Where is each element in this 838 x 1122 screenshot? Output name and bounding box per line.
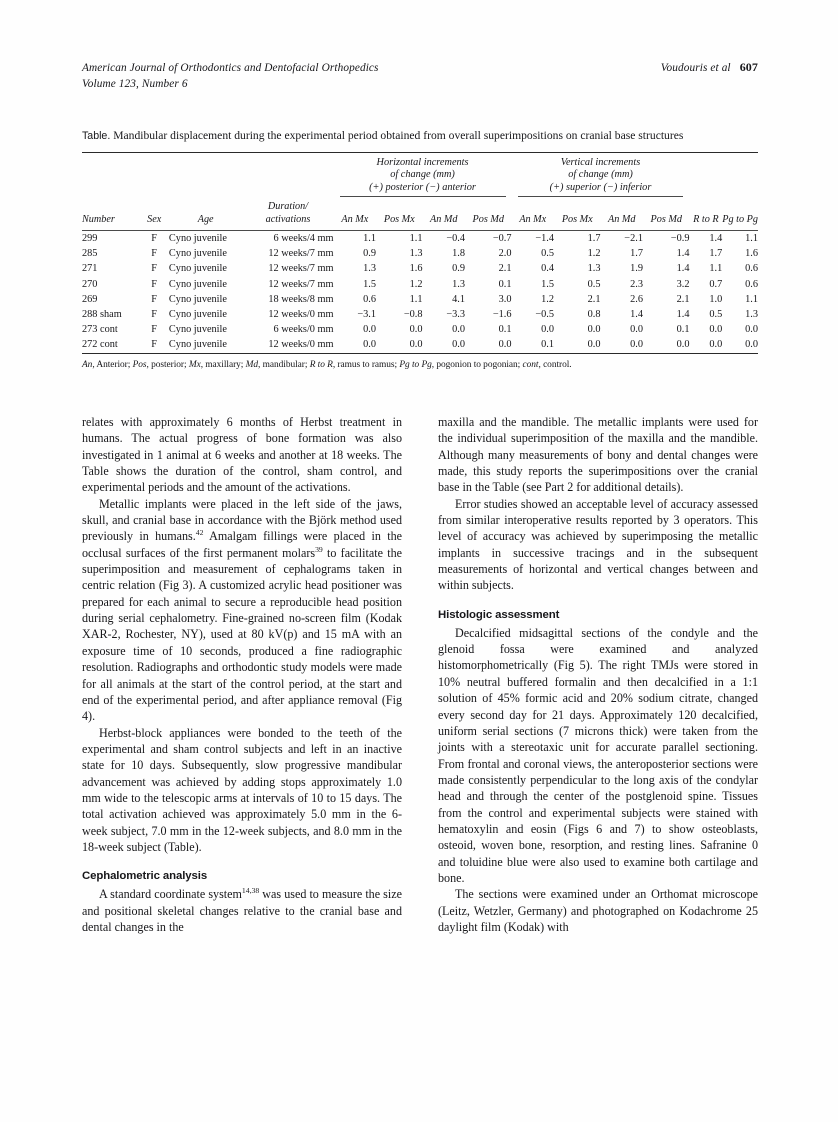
cell-v-pos-mx: 0.0	[554, 337, 600, 353]
cell-v-pos-md: 2.1	[676, 293, 690, 305]
cell-duration: 12 weeks/0 mm	[268, 309, 334, 321]
heading-cephalometric-analysis: Cephalometric analysis	[82, 870, 208, 883]
cell-v-an-mx: 0.0	[541, 324, 554, 336]
cell-r-to-r: 1.7	[709, 248, 723, 260]
cell-pg-to-pg: 1.1	[745, 293, 758, 305]
cell-pg-to-pg: 1.1	[722, 231, 758, 247]
para4-part-b: was used to measure the size and positional skeletal changes relative to the cranial base and dental changes in the	[82, 887, 402, 934]
para4-part-a: A standard coordinate system	[99, 887, 242, 902]
footnote-definition: , ramus to ramus;	[332, 359, 400, 370]
paragraph-decalcified-sections: Decalcified midsagittal sections of the condyle and the glenoid fossa were examined and analyzed histomorphometrically (Fig 5). The right TMJs were stored in 10% neutral buffered formalin and then decalcified in a 1:1 solution of 45% formic acid and 20% sodium citrate, changed every second day for 21 days. Approximately 120 decalcified, uniform serial sections (7 microns thick) were taken from the joints with a stereotaxic unit for accurate parallel sectioning. From frontal and coronal views, the anteroposterior sections were made consistently perpendicular to the long axis of the condylar head and through the center of the postglenoid spine. Tissues from the control and experimental subjects were stained with hematoxylin and eosin (Figs 6 and 7) to show osteoblasts, osteoid, woven bone, resorption, and resting lines. Safranine 0 and toluidine blue were also used to examine both cartilage and bone.	[438, 625, 758, 885]
cell-age: Cyno juvenile	[168, 293, 227, 305]
running-head	[82, 60, 758, 92]
cell-age: Cyno juvenile	[168, 263, 227, 275]
cell-sex: F	[151, 278, 158, 290]
cell-v-an-md: 1.4	[630, 309, 643, 321]
cell-h-pos-mx: 1.6	[409, 263, 423, 275]
cell-duration: 12 weeks/0 mm	[242, 337, 333, 353]
cell-number: 272 cont	[82, 337, 139, 353]
footnote-definition: , posterior;	[146, 359, 189, 370]
cell-pg-to-pg: 1.6	[745, 248, 758, 260]
cell-r-to-r: 1.4	[689, 231, 722, 247]
paragraph-coordinate-system	[82, 886, 402, 935]
cell-r-to-r: 0.5	[709, 309, 723, 321]
paragraph-maxilla-mandible: maxilla and the mandible. The metallic implants were used for the individual superimposition of the maxilla and the mandible. Although many measurements of bony and dental changes were made, this study reports the superimpositions over the cranial base in the Table (see Part 2 for additional details).	[438, 415, 758, 495]
journal-title: American Journal of Orthodontics and Dentofacial Orthopedics	[82, 62, 379, 74]
cell-h-pos-mx: 1.1	[376, 231, 422, 247]
right-text-column	[438, 414, 758, 935]
table-row	[82, 292, 758, 307]
cell-v-an-md: 1.9	[630, 263, 643, 275]
volume-number: 123,	[118, 77, 139, 90]
colhead-r-to-r: R to R	[693, 214, 719, 225]
cell-v-an-mx: −0.5	[535, 309, 554, 321]
cell-r-to-r: 0.0	[689, 337, 722, 353]
para2-part-b: Amalgam fillings were placed in the occlusal surfaces of the first permanent molars	[82, 529, 402, 560]
cell-h-pos-mx: 1.2	[409, 278, 423, 290]
cell-h-an-mx: 1.1	[334, 231, 376, 247]
cell-pg-to-pg: 0.6	[745, 278, 758, 290]
cell-h-an-mx: 0.0	[334, 337, 376, 353]
issue-label: Number	[141, 77, 179, 90]
cell-h-an-md: 1.3	[452, 278, 466, 290]
table-row	[82, 261, 758, 276]
cell-h-pos-md: 0.1	[498, 278, 512, 290]
reference-39: 39	[315, 544, 323, 554]
cell-sex: F	[151, 309, 158, 321]
cell-h-an-md: 4.1	[452, 293, 466, 305]
mandibular-displacement-table	[82, 152, 758, 354]
cell-sex: F	[151, 263, 158, 275]
footnote-definition: , maxillary;	[200, 359, 246, 370]
group-header-horizontal-line3: (+) posterior (−) anterior	[369, 181, 476, 193]
cell-age: Cyno juvenile	[169, 337, 242, 353]
cell-number: 273 cont	[82, 324, 118, 336]
table-label: Table.	[82, 130, 111, 142]
cell-number: 271	[82, 263, 98, 275]
cell-r-to-r: 1.0	[709, 293, 723, 305]
footnote-abbrev: Pos	[132, 359, 147, 370]
cell-h-pos-md: −1.6	[492, 309, 512, 321]
heading-histologic-assessment: Histologic assessment	[438, 608, 560, 621]
table-row	[82, 246, 758, 261]
cell-v-an-md: 1.7	[630, 248, 643, 260]
cell-v-an-mx: 0.4	[541, 263, 554, 275]
colhead-h-an-md: An Md	[430, 214, 458, 225]
cell-h-an-md: 0.0	[452, 324, 466, 336]
cell-v-pos-md: −0.9	[643, 231, 690, 247]
colhead-h-pos-md: Pos Md	[472, 214, 504, 225]
cell-age: Cyno juvenile	[168, 248, 227, 260]
colhead-number: Number	[82, 214, 115, 225]
cell-v-an-md: 0.0	[630, 324, 643, 336]
cell-pg-to-pg: 1.3	[745, 309, 758, 321]
colhead-duration-activations	[242, 198, 333, 231]
cell-number: 285	[82, 248, 98, 260]
cell-duration: 6 weeks/0 mm	[273, 324, 334, 336]
reference-42: 42	[195, 528, 204, 538]
footnote-definition: , Anterior;	[92, 359, 133, 370]
page-number: 607	[739, 60, 758, 74]
cell-v-pos-mx: 1.7	[554, 231, 600, 247]
cell-h-pos-mx: 0.0	[376, 337, 422, 353]
cell-h-pos-mx: 0.0	[409, 324, 423, 336]
cell-v-pos-md: 1.4	[676, 248, 690, 260]
colhead-v-an-md: An Md	[608, 214, 636, 225]
footnote-abbrev: cont	[522, 359, 539, 370]
table-block	[82, 128, 758, 372]
cell-sex: F	[151, 248, 158, 260]
table-caption	[82, 128, 758, 145]
author-citation: Voudouris et al	[660, 62, 731, 74]
cell-number: 288 sham	[82, 309, 122, 321]
cell-h-an-mx: 0.6	[363, 293, 377, 305]
cell-v-an-mx: 0.5	[541, 248, 554, 260]
cell-h-pos-md: 2.1	[498, 263, 512, 275]
cell-h-an-mx: −3.1	[357, 309, 377, 321]
paragraph-herbst-block: Herbst-block appliances were bonded to the teeth of the experimental and sham control subjects and left in an inactive state for 10 days. Subsequently, slow progressive mandibular advancement was achieved by adding stops approximately 1.0 mm wide to the telescopic arms at intervals of 10 to 15 days. The total activation achieved was approximately 5.0 mm in the 6-week subject, 7.0 mm in the 12-week subjects, and 8.0 mm in the 18-week subject (Table).	[82, 725, 402, 854]
group-header-horizontal	[334, 152, 512, 198]
table-footnote	[82, 354, 758, 372]
cell-h-an-md: 0.0	[423, 337, 466, 353]
group-header-vertical-line1: Vertical increments	[560, 156, 641, 168]
cell-h-pos-md: −0.7	[465, 231, 512, 247]
cell-duration: 12 weeks/7 mm	[268, 278, 334, 290]
cell-v-pos-mx: 1.2	[587, 248, 601, 260]
cell-sex: F	[139, 231, 169, 247]
cell-r-to-r: 0.0	[709, 324, 723, 336]
group-header-horizontal-line2: of change (mm)	[390, 169, 455, 180]
table-row	[82, 231, 758, 247]
cell-h-an-mx: 0.0	[363, 324, 377, 336]
body-columns	[82, 414, 758, 1054]
cell-h-an-md: −3.3	[446, 309, 466, 321]
cell-duration: 12 weeks/7 mm	[268, 248, 334, 260]
cell-sex: F	[139, 337, 169, 353]
cell-v-pos-md: 3.2	[676, 278, 690, 290]
cell-h-pos-mx: 1.3	[409, 248, 423, 260]
cell-h-an-md: −0.4	[423, 231, 466, 247]
footnote-abbrev: An	[82, 359, 93, 370]
colhead-h-an-mx: An Mx	[341, 214, 369, 225]
cell-pg-to-pg: 0.6	[745, 263, 758, 275]
colhead-v-pos-md: Pos Md	[650, 214, 682, 225]
cell-sex: F	[151, 293, 158, 305]
table-group-header-row	[82, 152, 758, 198]
cell-v-pos-md: 0.0	[643, 337, 690, 353]
cell-number: 269	[82, 293, 98, 305]
cell-h-an-md: 0.9	[452, 263, 466, 275]
cell-v-an-md: 2.3	[630, 278, 643, 290]
para2-part-a: Metallic implants were placed in the left side of the jaws, skull, and cranial base in accordance with the Björk method used previously in humans.	[82, 496, 402, 544]
cell-v-pos-md: 1.4	[676, 309, 690, 321]
cell-pg-to-pg: 0.0	[745, 324, 758, 336]
cell-h-pos-md: 3.0	[498, 293, 512, 305]
cell-h-pos-md: 0.0	[465, 337, 512, 353]
cell-r-to-r: 1.1	[709, 263, 723, 275]
cell-number: 299	[82, 231, 139, 247]
cell-v-pos-mx: 2.1	[587, 293, 601, 305]
volume-line	[82, 77, 758, 93]
paragraph-metallic-implants	[82, 496, 402, 725]
cell-h-an-mx: 1.3	[363, 263, 377, 275]
cell-v-pos-md: 1.4	[676, 263, 690, 275]
cell-duration: 12 weeks/7 mm	[268, 263, 334, 275]
cell-age: Cyno juvenile	[169, 231, 242, 247]
left-text-column	[82, 414, 402, 935]
cell-sex: F	[151, 324, 158, 336]
group-rule-horizontal	[340, 196, 506, 197]
colhead-v-pos-mx: Pos Mx	[561, 214, 593, 225]
cell-h-an-md: 1.8	[452, 248, 466, 260]
footnote-definition: , control.	[538, 359, 572, 370]
table-row	[82, 337, 758, 353]
footnote-definition: , pogonion to pogonian;	[431, 359, 523, 370]
footnote-abbrev: Md	[245, 359, 259, 370]
table-body	[82, 231, 758, 354]
cell-age: Cyno juvenile	[168, 324, 227, 336]
volume-label: Volume	[82, 77, 116, 90]
cell-duration: 18 weeks/8 mm	[268, 293, 334, 305]
cell-v-pos-mx: 0.0	[587, 324, 601, 336]
cell-age: Cyno juvenile	[168, 278, 227, 290]
cell-number: 270	[82, 278, 98, 290]
cell-age: Cyno juvenile	[168, 309, 227, 321]
table-caption-text: Mandibular displacement during the experimental period obtained from overall superimpositions on cranial base structures	[113, 129, 684, 142]
colhead-pg-to-pg: Pg to Pg	[722, 214, 758, 225]
colhead-duration-line1: Duration/	[267, 201, 309, 212]
reference-14-38: 14,38	[241, 886, 260, 896]
cell-v-pos-mx: 0.5	[587, 278, 601, 290]
cell-v-an-mx: 1.2	[541, 293, 554, 305]
cell-pg-to-pg: 0.0	[722, 337, 758, 353]
cell-v-an-mx: 0.1	[512, 337, 554, 353]
cell-v-an-mx: 1.5	[541, 278, 554, 290]
cell-v-an-md: 2.6	[630, 293, 643, 305]
group-header-vertical-line3: (+) superior (−) inferior	[549, 181, 652, 193]
paragraph-sections-examined: The sections were examined under an Orthomat microscope (Leitz, Wetzler, Germany) and photographed on Kodachrome 25 daylight film (Kodak) with	[438, 887, 758, 934]
footnote-abbrev: R to R	[309, 359, 333, 370]
footnote-definition: , mandibular;	[258, 359, 310, 370]
cell-v-pos-mx: 1.3	[587, 263, 601, 275]
group-header-horizontal-line1: Horizontal increments	[376, 156, 469, 168]
cell-h-an-mx: 0.9	[363, 248, 377, 260]
running-head-right	[661, 60, 758, 77]
group-rule-vertical	[518, 196, 684, 197]
cell-h-pos-md: 2.0	[498, 248, 512, 260]
table-row	[82, 277, 758, 292]
colhead-age: Age	[197, 214, 214, 225]
cell-v-an-mx: −1.4	[512, 231, 554, 247]
table-column-header-row	[82, 198, 758, 231]
cell-h-an-mx: 1.5	[363, 278, 377, 290]
footnote-abbrev: Pg to Pg	[399, 359, 432, 370]
paragraph-relates-herbst: relates with approximately 6 months of Herbst treatment in humans. The actual progress of bone formation was also investigated in 1 animal at 6 weeks and another at 18 weeks. The Table shows the duration of the control, sham control, and experimental periods and the amount of the activations.	[82, 415, 402, 495]
cell-v-an-md: −2.1	[600, 231, 643, 247]
cell-r-to-r: 0.7	[709, 278, 723, 290]
cell-h-pos-mx: 1.1	[409, 293, 423, 305]
cell-h-pos-mx: −0.8	[403, 309, 423, 321]
group-header-vertical-line2: of change (mm)	[568, 169, 633, 180]
cell-v-an-md: 0.0	[600, 337, 643, 353]
colhead-h-pos-mx: Pos Mx	[383, 214, 415, 225]
cell-duration: 6 weeks/4 mm	[242, 231, 333, 247]
footnote-abbrev: Mx	[188, 359, 201, 370]
colhead-v-an-mx: An Mx	[519, 214, 547, 225]
table-row	[82, 322, 758, 337]
paragraph-error-studies: Error studies showed an acceptable level of accuracy assessed from similar interoperative results reported by 3 operators. This level of accuracy was achieved by superimposing the metallic implants in successive tracings and in the subsequent measurements of horizontal and vertical changes between and within subjects.	[438, 496, 758, 593]
colhead-sex: Sex	[147, 214, 162, 225]
table-row	[82, 307, 758, 322]
cell-h-pos-md: 0.1	[498, 324, 512, 336]
cell-v-pos-md: 0.1	[676, 324, 690, 336]
group-header-vertical	[512, 152, 690, 198]
issue-number: 6	[181, 77, 188, 90]
colhead-duration-line2: activations	[265, 214, 311, 225]
para2-part-c: to facilitate the superimposition and measurement of cephalograms taken in centric relation (Fig 3). A customized acrylic head positioner was prepared for each animal to secure a reproducible head position during serial cephalometry. Fine-grained no-screen film (Kodak XAR-2, Rochester, NY), used at 80 kV(p) and 15 mA with an exposure time of 10 seconds, produced a fine radiographic resolution. Radiographs and orthodontic study models were made for all animals at the start of the control period, at the start and end of the experimental period, and after appliance removal (Fig 4).	[82, 545, 402, 724]
cell-v-pos-mx: 0.8	[587, 309, 601, 321]
